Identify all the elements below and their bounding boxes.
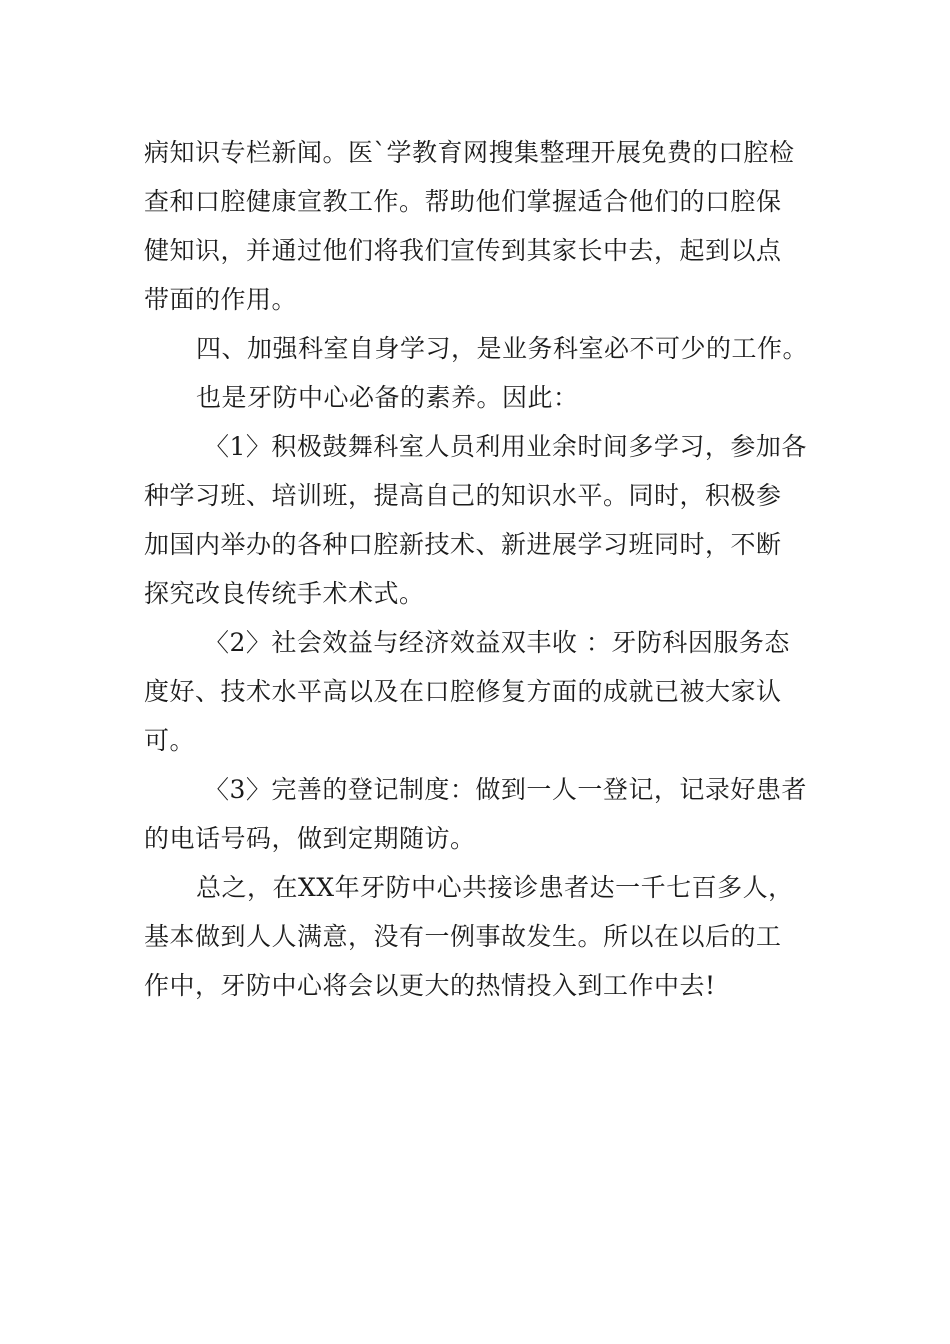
item-2-line-3: 可。 xyxy=(144,726,196,755)
summary-line-2: 基本做到人人满意，没有一例事故发生。所以在以后的工 xyxy=(144,922,782,951)
paragraph-1-line-4: 带面的作用。 xyxy=(144,285,298,314)
document-body xyxy=(144,128,814,1010)
section-four-heading: 四、加强科室自身学习，是业务科室必不可少的工作。 xyxy=(196,334,809,363)
item-3-line-1: 〈3〉完善的登记制度：做到一人一登记，记录好患者 xyxy=(204,775,807,804)
paragraph-1-line-3: 健知识，并通过他们将我们宣传到其家长中去，起到以点 xyxy=(144,236,782,265)
item-1-line-2: 种学习班、培训班，提高自己的知识水平。同时，积极参 xyxy=(144,481,782,510)
item-2-line-2: 度好、技术水平高以及在口腔修复方面的成就已被大家认 xyxy=(144,677,782,706)
item-1-line-4: 探究改良传统手术术式。 xyxy=(144,579,425,608)
section-four-subheading: 也是牙防中心必备的素养。因此： xyxy=(196,383,579,412)
item-3-line-2: 的电话号码，做到定期随访。 xyxy=(144,824,476,853)
item-1-line-3: 加国内举办的各种口腔新技术、新进展学习班同时，不断 xyxy=(144,530,782,559)
item-1-line-1: 〈1〉积极鼓舞科室人员利用业余时间多学习，参加各 xyxy=(204,432,807,461)
item-2-line-1: 〈2〉社会效益与经济效益双丰收 ：牙防科因服务态 xyxy=(204,628,790,657)
summary-line-3: 作中，牙防中心将会以更大的热情投入到工作中去! xyxy=(144,971,716,1000)
paragraph-1-line-1: 病知识专栏新闻。医`学教育网搜集整理开展免费的口腔检 xyxy=(144,138,795,167)
summary-line-1: 总之，在XX年牙防中心共接诊患者达一千七百多人， xyxy=(196,873,794,902)
paragraph-1-line-2: 查和口腔健康宣教工作。帮助他们掌握适合他们的口腔保 xyxy=(144,187,782,216)
